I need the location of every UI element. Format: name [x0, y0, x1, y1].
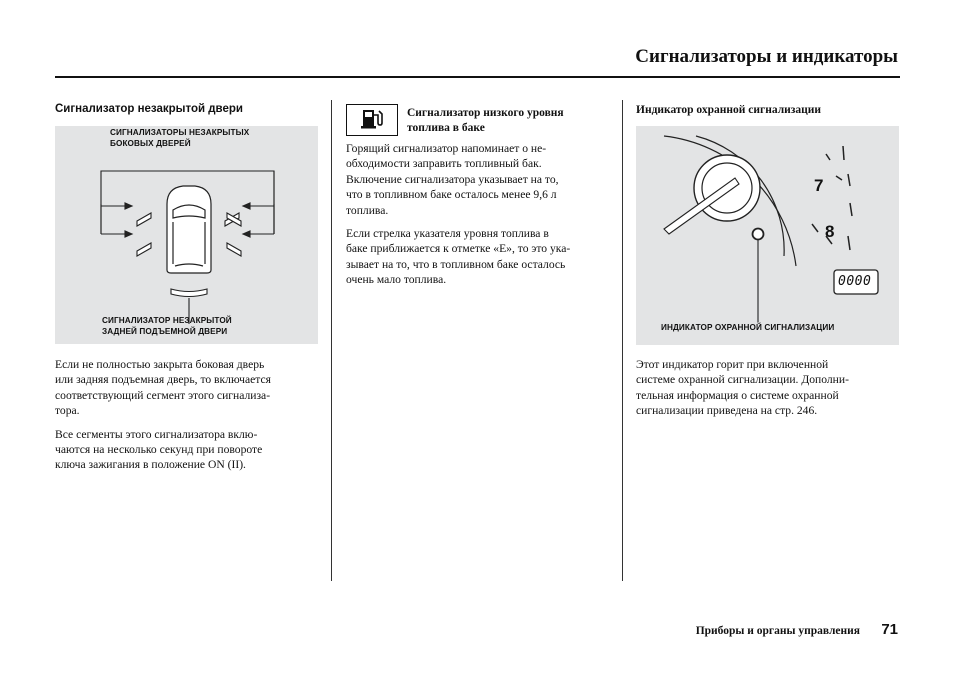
- door-warning-text: [55, 357, 320, 481]
- footer-section-label: Приборы и органы управления: [695, 625, 860, 637]
- column-divider-2: [622, 100, 623, 581]
- tachometer-diagram: [636, 126, 899, 345]
- fuel-warning-paragraph-2: Если стрелка указателя уровня топлива в баке приближается к отметке «E», то это ука- зывает на то, что в топливном баке осталось очень мало топлива.: [346, 227, 571, 287]
- security-indicator-heading: Индикатор охранной сигнализации: [636, 104, 822, 116]
- door-warning-paragraph-1: Если не полностью закрыта боковая дверь или задняя подъемная дверь, то включается соответствующий сегмент этого сигнализа- тора.: [55, 358, 271, 418]
- fuel-pump-icon: [346, 104, 398, 136]
- security-indicator-paragraph-1: Этот индикатор горит при включенной системе охранной сигнализации. Дополни- тельная информация о системе охранной сигнализации приведена на стр. 246.: [636, 358, 849, 418]
- security-indicator-caption: ИНДИКАТОР ОХРАННОЙ СИГНАЛИЗАЦИИ: [661, 323, 835, 332]
- title-divider: [55, 76, 900, 78]
- side-door-caption: СИГНАЛИЗАТОРЫ НЕЗАКРЫТЫХ БОКОВЫХ ДВЕРЕЙ: [110, 128, 250, 148]
- page-title: Сигнализаторы и индикаторы: [635, 46, 898, 67]
- fuel-warning-text: [346, 141, 616, 296]
- door-warning-heading: Сигнализатор незакрытой двери: [55, 103, 243, 115]
- door-indicator-diagram: [55, 126, 318, 344]
- security-indicator-figure: [636, 126, 899, 345]
- column-divider-1: [331, 100, 332, 581]
- security-indicator-text: [636, 357, 901, 427]
- fuel-warning-heading: Сигнализатор низкого уровня топлива в баке: [407, 107, 564, 134]
- odometer-display: 0000: [838, 274, 872, 289]
- door-warning-figure: [55, 126, 318, 344]
- tach-mark-8: 8: [825, 222, 835, 241]
- page-number: 71: [881, 621, 898, 638]
- fuel-warning-paragraph-1: Горящий сигнализатор напоминает о не- обходимости заправить топливный бак. Включение сигнализатора указывает на то, что в топливном баке осталось менее 9,6 л топлива.: [346, 142, 559, 217]
- tach-mark-7: 7: [814, 176, 824, 195]
- door-warning-paragraph-2: Все сегменты этого сигнализатора вклю- чаются на несколько секунд при повороте ключа зажигания в положение ON (II).: [55, 427, 263, 472]
- tailgate-caption: СИГНАЛИЗАТОР НЕЗАКРЫТОЙ ЗАДНЕЙ ПОДЪЕМНОЙ ДВЕРИ: [102, 316, 232, 336]
